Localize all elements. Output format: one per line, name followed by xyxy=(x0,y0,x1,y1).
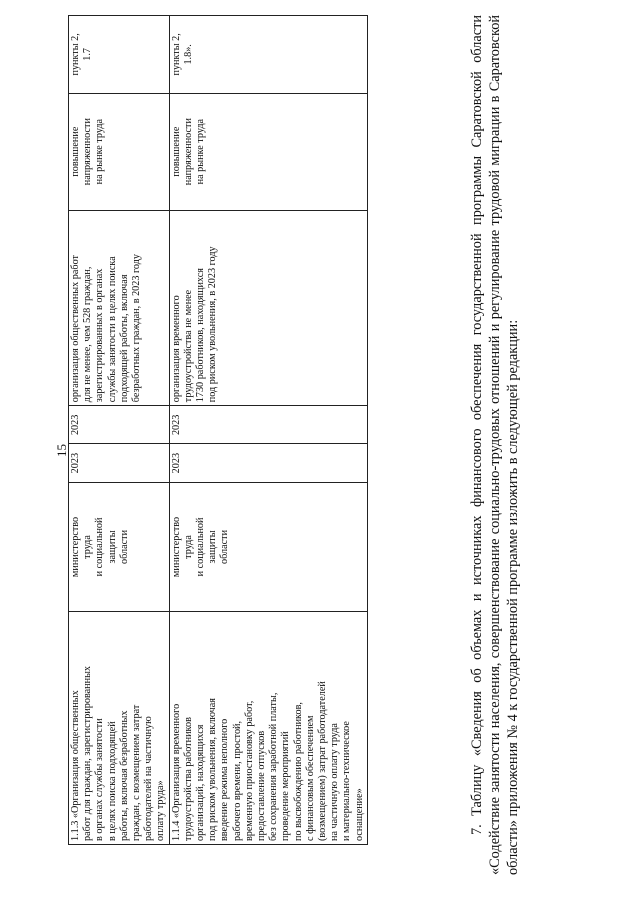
risk-cell: повышение напряженности на рынке труда xyxy=(169,93,367,210)
program-events-table xyxy=(68,15,368,845)
start-year-cell: 2023 xyxy=(69,444,170,482)
table-row xyxy=(169,16,367,845)
end-year-cell: 2023 xyxy=(69,406,170,444)
amendment-text: 7. Таблицу «Сведения об объемах и источниках финансового обеспечения государственной программы Саратовской области «Содействие занятости населения, совершенствование социально-трудовых отношений и регулирование трудовой миграции в Саратовской области» приложения № 4 к государственной программе изложить в следующей редакции: xyxy=(469,15,521,875)
end-year-cell: 2023 xyxy=(169,406,367,444)
page-number: 15 xyxy=(54,444,69,457)
result-cell: организация общественных работ для не менее, чем 528 граждан, зарегистрированных в органах службы занятости в целях поиска подходящей работы, включая безработных граждан, в 2023 году xyxy=(69,210,170,406)
event-cell: 1.1.4 «Организация временного трудоустройства работников организаций, находящихся под риском увольнения, включая введение режима неполного рабочего времени, простой, временную приостановку работ, предоставление отпусков без сохранения заработной платы, проведение мероприятий по высвобождению работников, с финансовым обеспечением (возмещением) затрат работодателей на частичную оплату труда и материально-техническое оснащение» xyxy=(169,612,367,845)
executor-cell: министерство труда и социальной защиты области xyxy=(69,482,170,611)
executor-cell: министерство труда и социальной защиты области xyxy=(169,482,367,611)
link-cell: пункты 2, 1.7 xyxy=(69,16,170,94)
table-row xyxy=(69,16,170,845)
event-cell: 1.1.3 «Организация общественных работ для граждан, зарегистрированных в органах службы занятости в целях поиска подходящей работы, включая безработных граждан, с возмещением затрат работодателей на частичную оплату труда» xyxy=(69,612,170,845)
result-cell: организация временного трудоустройства не менее 1730 работников, находящихся под риском увольнения, в 2023 году xyxy=(169,210,367,406)
risk-cell: повышение напряженности на рынке труда xyxy=(69,93,170,210)
start-year-cell: 2023 xyxy=(169,444,367,482)
amendment-paragraph xyxy=(468,15,522,875)
link-cell: пункты 2, 1.8». xyxy=(169,16,367,94)
